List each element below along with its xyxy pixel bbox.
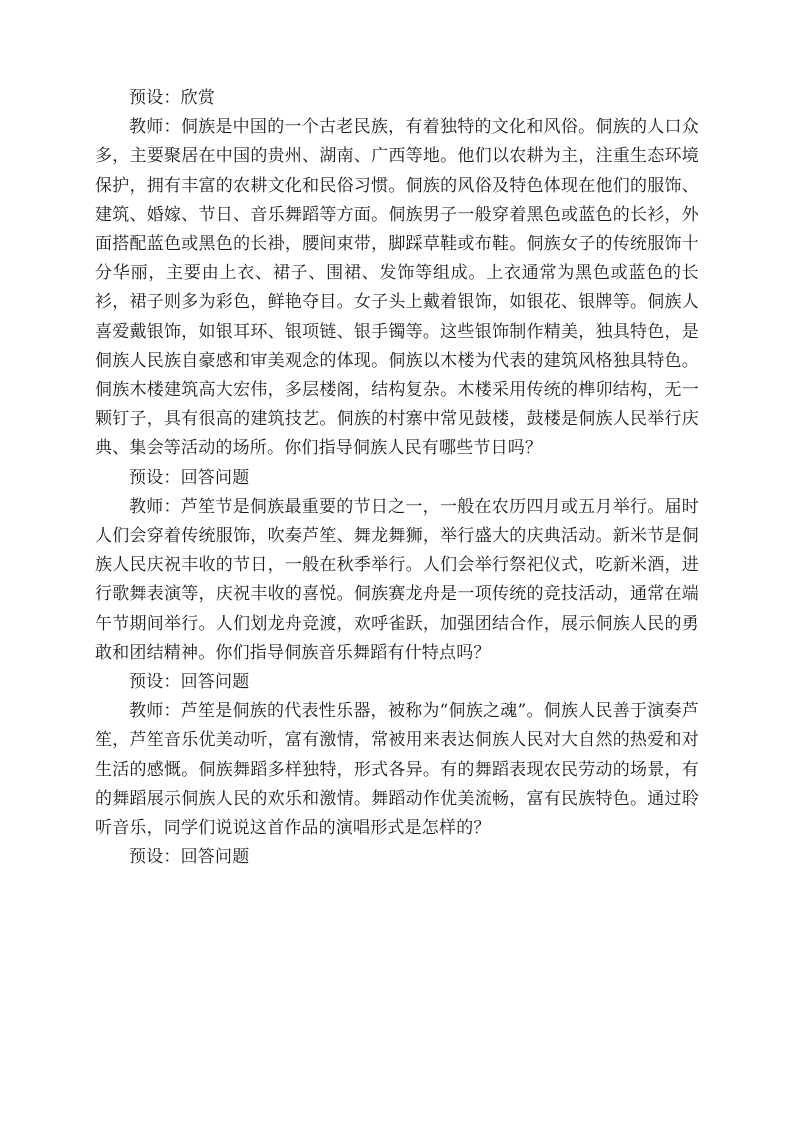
preset-line: 预设：回答问题 bbox=[129, 672, 250, 693]
teacher-paragraph: 教师：芦笙是侗族的代表性乐器，被称为“侗族之魂”。侗族人民善于演奏芦笙，芦笙音乐优美动听，富有激情，常被用来表达侗族人民对大自然的热爱和对生活的感慨。侗族舞蹈多样独特，形式各异。有的舞蹈表现农民劳动的场景，有的舞蹈展示侗族人民的欢乐和激情。舞蹈动作优美流畅，富有民族特色。通过聆听音乐，同学们说说这首作品的演唱形式是怎样的？ bbox=[95, 701, 699, 839]
teacher-paragraph: 教师：侗族是中国的一个古老民族，有着独特的文化和风俗。侗族的人口众多，主要聚居在中国的贵州、湖南、广西等地。他们以农耕为主，注重生态环境保护，拥有丰富的农耕文化和民俗习惯。侗族的风俗及特色体现在他们的服饰、建筑、婚嫁、节日、音乐舞蹈等方面。侗族男子一般穿着黑色或蓝色的长衫，外面搭配蓝色或黑色的长褂，腰间束带，脚踩草鞋或布鞋。侗族女子的传统服饰十分华丽，主要由上衣、裙子、围裙、发饰等组成。上衣通常为黑色或蓝色的长衫，裙子则多为彩色，鲜艳夺目。女子头上戴着银饰，如银花、银牌等。侗族人喜爱戴银饰，如银耳环、银项链、银手镯等。这些银饰制作精美，独具特色，是侗族人民族自豪感和审美观念的体现。侗族以木楼为代表的建筑风格独具特色。侗族木楼建筑高大宏伟，多层楼阁，结构复杂。木楼采用传统的榫卯结构，无一颗钉子，具有很高的建筑技艺。侗族的村寨中常见鼓楼，鼓楼是侗族人民举行庆典、集会等活动的场所。你们指导侗族人民有哪些节日吗？ bbox=[95, 117, 699, 459]
teacher-paragraph: 教师：芦笙节是侗族最重要的节日之一，一般在农历四月或五月举行。届时人们会穿着传统服饰，吹奏芦笙、舞龙舞狮，举行盛大的庆典活动。新米节是侗族人民庆祝丰收的节日，一般在秋季举行。人们会举行祭祀仪式，吃新米酒，进行歌舞表演等，庆祝丰收的喜悦。侗族赛龙舟是一项传统的竞技活动，通常在端午节期间举行。人们划龙舟竞渡，欢呼雀跃，加强团结合作，展示侗族人民的勇敢和团结精神。你们指导侗族音乐舞蹈有什特点吗？ bbox=[95, 496, 699, 663]
preset-line: 预设：回答问题 bbox=[129, 847, 250, 868]
preset-line: 预设：回答问题 bbox=[129, 467, 250, 488]
preset-line: 预设：欣赏 bbox=[129, 88, 215, 108]
